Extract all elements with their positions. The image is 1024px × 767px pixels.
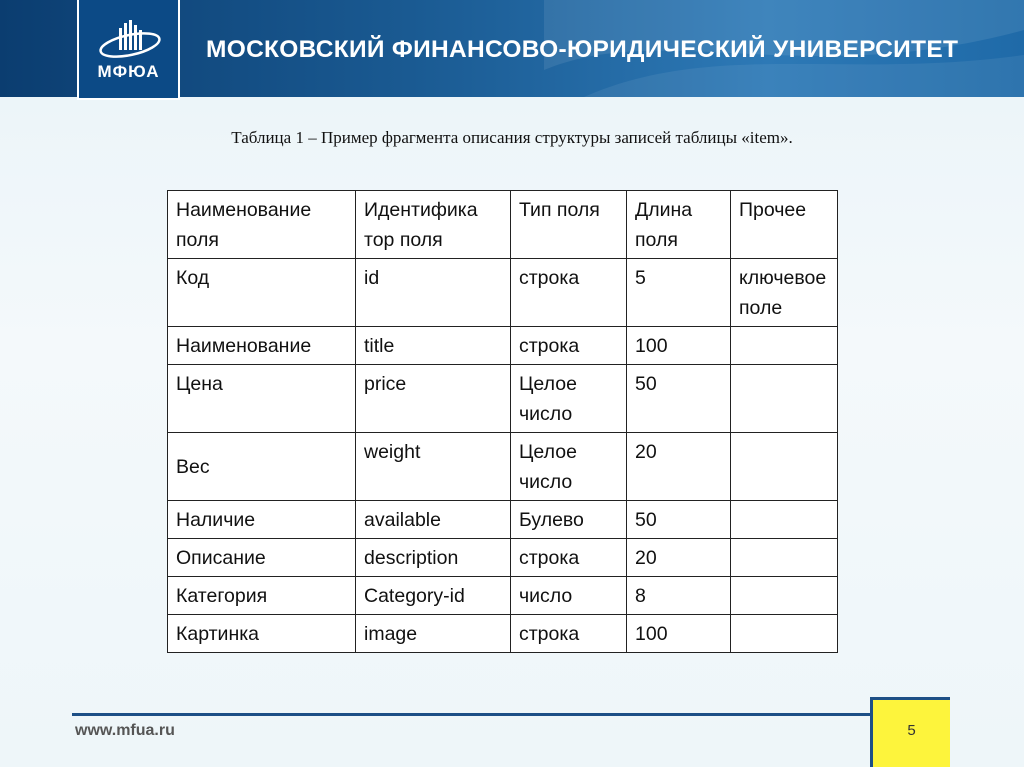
table-cell: Наименование (168, 327, 356, 365)
table-cell: 50 (627, 365, 731, 433)
table-cell: Категория (168, 577, 356, 615)
table-cell: ключевое поле (731, 259, 838, 327)
table-cell: image (356, 615, 511, 653)
item-structure-table (167, 190, 838, 653)
table-row (168, 259, 838, 327)
table-cell: строка (511, 259, 627, 327)
table-cell (731, 365, 838, 433)
table-cell: price (356, 365, 511, 433)
table-cell: Описание (168, 539, 356, 577)
table-cell: Целое число (511, 433, 627, 501)
table-cell: Наличие (168, 501, 356, 539)
table-cell: title (356, 327, 511, 365)
table-row (168, 433, 838, 501)
table-cell: id (356, 259, 511, 327)
footer-url[interactable]: www.mfua.ru (75, 722, 175, 739)
header-cell: Наименование поля (168, 191, 356, 259)
table-cell: 100 (627, 615, 731, 653)
header-cell: Прочее (731, 191, 838, 259)
table-row (168, 501, 838, 539)
table-cell: 20 (627, 539, 731, 577)
footer-divider (72, 713, 872, 716)
table-cell: Булево (511, 501, 627, 539)
table-cell: description (356, 539, 511, 577)
table-cell: available (356, 501, 511, 539)
table-cell: строка (511, 615, 627, 653)
table-caption: Таблица 1 – Пример фрагмента описания структуры записей таблицы «item». (231, 128, 793, 147)
table-cell: 50 (627, 501, 731, 539)
table-cell (731, 615, 838, 653)
university-logo[interactable] (77, 0, 180, 100)
table-cell: строка (511, 539, 627, 577)
table-header-row (168, 191, 838, 259)
table-cell: weight (356, 433, 511, 501)
table-cell: Код (168, 259, 356, 327)
table-cell: Картинка (168, 615, 356, 653)
logo-text: МФЮА (97, 62, 160, 81)
table-cell (731, 433, 838, 501)
table-cell (731, 327, 838, 365)
header-cell: Тип поля (511, 191, 627, 259)
table-cell (731, 539, 838, 577)
table-row (168, 327, 838, 365)
table-cell (731, 577, 838, 615)
page-number: 5 (907, 722, 916, 739)
table-cell (731, 501, 838, 539)
table-cell: строка (511, 327, 627, 365)
university-title: МОСКОВСКИЙ ФИНАНСОВО-ЮРИДИЧЕСКИЙ УНИВЕРСИТЕТ (206, 36, 959, 63)
header-cell: Длина поля (627, 191, 731, 259)
table-row (168, 615, 838, 653)
table-cell: число (511, 577, 627, 615)
table-row (168, 365, 838, 433)
table-cell: 5 (627, 259, 731, 327)
table-cell: Цена (168, 365, 356, 433)
table-cell: Целое число (511, 365, 627, 433)
header-cell: Идентифика тор поля (356, 191, 511, 259)
page-number-box (870, 697, 950, 767)
logo-emblem-icon (97, 18, 163, 60)
table-row (168, 539, 838, 577)
table-cell: Category-id (356, 577, 511, 615)
table-cell: Вес (168, 433, 356, 501)
table-cell: 20 (627, 433, 731, 501)
header-banner (0, 0, 1024, 97)
table-cell: 100 (627, 327, 731, 365)
table-row (168, 577, 838, 615)
table-cell: 8 (627, 577, 731, 615)
